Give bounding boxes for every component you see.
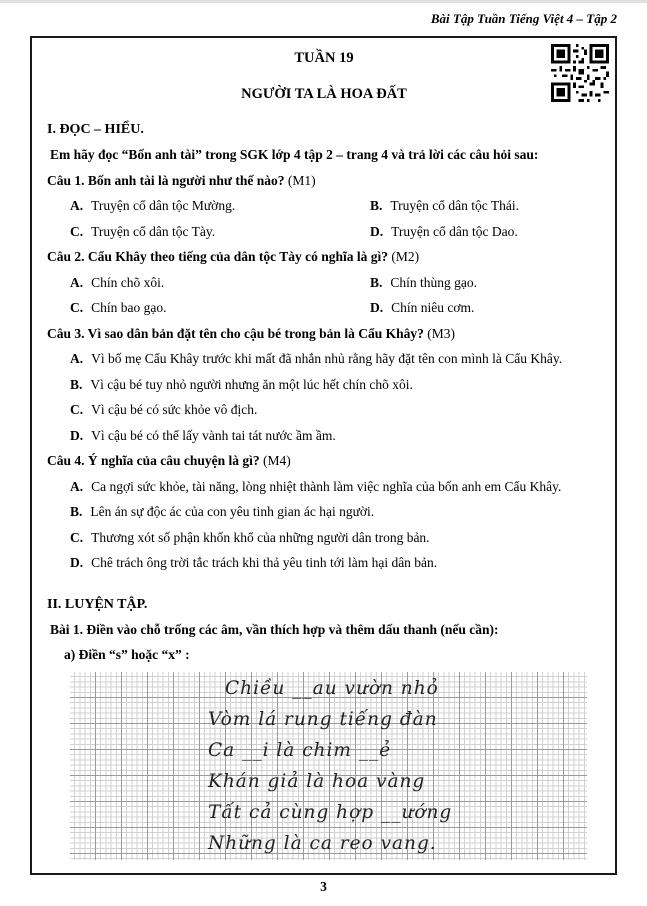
question-2-option-b	[370, 270, 601, 296]
question-2-option-c	[70, 295, 370, 321]
lesson-title: NGƯỜI TA LÀ HOA ĐẤT	[241, 86, 407, 102]
option-letter: D.	[370, 300, 384, 315]
handwriting-line-2: Vòm lá rung tiếng đàn	[208, 708, 438, 730]
option-letter: B.	[370, 198, 383, 213]
question-2	[47, 244, 601, 321]
option-text: Thương xót số phận khốn khổ của những người dân trong bản.	[91, 529, 430, 545]
content-box	[30, 36, 617, 875]
question-3	[47, 321, 601, 449]
question-1-option-c	[70, 219, 370, 245]
option-letter: C.	[70, 223, 84, 239]
option-letter: A.	[70, 198, 84, 213]
question-2-text: Câu 2. Cẩu Khây theo tiếng của dân tộc Tày có nghĩa là gì?	[47, 249, 389, 264]
option-letter: B.	[370, 274, 383, 290]
question-3-option-a	[70, 346, 601, 372]
question-4-option-d	[70, 550, 601, 576]
question-1-option-b	[370, 193, 601, 219]
question-2-option-d	[370, 295, 601, 321]
option-text: Vì cậu bé có sức khỏe vô địch.	[91, 402, 258, 417]
section-practice-heading: II. LUYỆN TẬP.	[47, 596, 148, 612]
question-2-level: (M2)	[391, 249, 420, 264]
question-1-level: (M1)	[287, 172, 316, 188]
question-2-option-a	[70, 270, 370, 296]
option-text: Vì bố mẹ Cẩu Khây trước khi mất đã nhắn nhủ rằng hãy đặt tên con mình là Cẩu Khây.	[91, 351, 563, 366]
question-4-option-c	[70, 525, 601, 551]
handwriting-line-1: Chiều __au vườn nhỏ	[225, 677, 439, 699]
option-text: Truyện cổ dân tộc Thái.	[390, 198, 519, 213]
question-4-text: Câu 4. Ý nghĩa của câu chuyện là gì?	[47, 453, 260, 468]
option-letter: D.	[70, 427, 84, 443]
option-text: Chín thùng gạo.	[390, 274, 478, 290]
question-4-level: (M4)	[263, 453, 291, 468]
option-text: Truyện cổ dân tộc Tày.	[91, 223, 216, 239]
exercise-1-title: Bài 1. Điền vào chỗ trống các âm, vần thích hợp và thêm dấu thanh (nếu cần):	[50, 621, 499, 637]
option-letter: A.	[70, 274, 84, 290]
option-letter: A.	[70, 478, 84, 494]
question-2-stem	[47, 244, 601, 270]
handwriting-line-5: Tất cả cùng hợp __ướng	[208, 801, 453, 823]
option-letter: A.	[70, 351, 84, 366]
running-header: Bài Tập Tuần Tiếng Việt 4 – Tập 2	[430, 11, 617, 26]
question-4	[47, 448, 601, 576]
option-text: Chín chõ xôi.	[91, 274, 165, 290]
question-1-text: Câu 1. Bốn anh tài là người như thế nào?	[47, 172, 285, 188]
option-text: Truyện cổ dân tộc Dao.	[391, 223, 518, 239]
question-1-stem	[47, 168, 601, 194]
question-1	[47, 168, 601, 245]
handwriting-line-4: Khán giả là hoa vàng	[208, 770, 426, 792]
question-4-option-a	[70, 474, 601, 500]
qr-code-icon	[551, 44, 609, 102]
question-4-stem	[47, 448, 601, 474]
week-title: TUẦN 19	[294, 50, 354, 66]
question-1-option-a	[70, 193, 370, 219]
handwriting-line-3: Ca __i là chim __ẻ	[208, 739, 392, 761]
question-3-option-c	[70, 397, 601, 423]
section-reading-heading: I. ĐỌC – HIỂU.	[47, 122, 144, 137]
option-text: Chín niêu cơm.	[391, 300, 475, 315]
question-3-text: Câu 3. Vì sao dân bản đặt tên cho cậu bé trong bản là Cẩu Khây?	[47, 325, 424, 341]
option-letter: B.	[70, 376, 83, 392]
option-letter: C.	[70, 402, 84, 417]
option-letter: D.	[370, 223, 384, 239]
handwriting-line-6: Những là ca reo vang.	[208, 832, 437, 854]
question-4-option-b	[70, 499, 601, 525]
option-letter: C.	[70, 529, 84, 545]
question-3-option-b	[70, 372, 601, 398]
option-letter: D.	[70, 555, 84, 570]
question-3-stem	[47, 321, 601, 347]
option-text: Vì cậu bé có thể lấy vành tai tát nước ầm ầm.	[91, 427, 336, 443]
option-text: Truyện cổ dân tộc Mường.	[91, 198, 236, 213]
question-1-option-d	[370, 219, 601, 245]
option-text: Vì cậu bé tuy nhỏ người nhưng ăn một lúc hết chín chõ xôi.	[90, 376, 413, 392]
page-number: 3	[320, 879, 327, 894]
question-3-level: (M3)	[427, 325, 455, 341]
option-text: Chín bao gạo.	[91, 300, 167, 315]
option-letter: C.	[70, 300, 84, 315]
option-text: Lên án sự độc ác của con yêu tinh gian ác hại người.	[90, 504, 375, 519]
handwriting-grid	[70, 672, 587, 860]
question-3-option-d	[70, 423, 601, 449]
option-text: Ca ngợi sức khỏe, tài năng, lòng nhiệt thành làm việc nghĩa của bốn anh em Cẩu Khây.	[91, 478, 562, 494]
option-letter: B.	[70, 504, 83, 519]
reading-intro: Em hãy đọc “Bốn anh tài” trong SGK lớp 4 tập 2 – trang 4 và trả lời các câu hỏi sau:	[50, 147, 539, 162]
exercise-1a-title: a) Điền “s” hoặc “x” :	[64, 647, 190, 662]
option-text: Chê trách ông trời tắc trách khi thả yêu tinh tới làm hại dân bản.	[91, 555, 438, 570]
